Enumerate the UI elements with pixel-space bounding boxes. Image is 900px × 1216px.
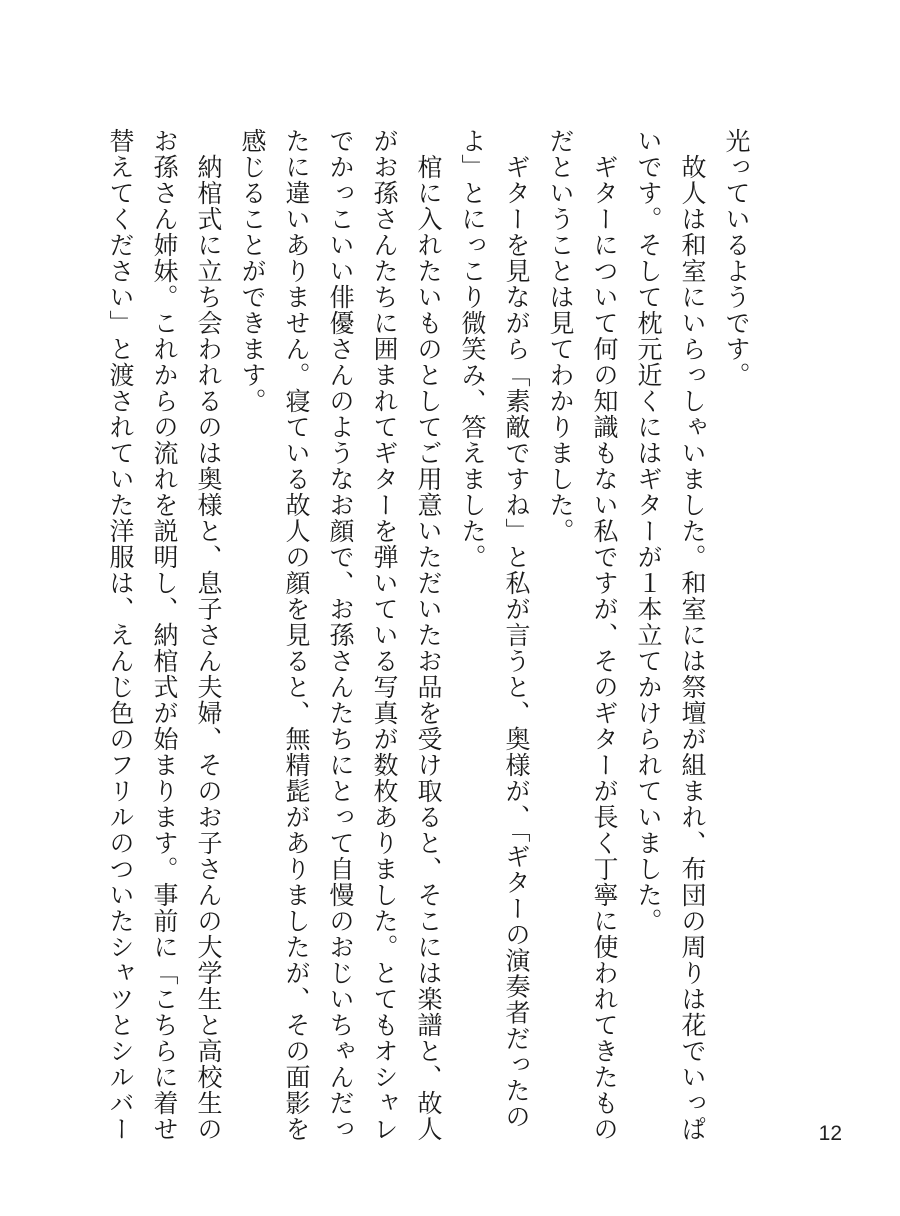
- text-line: 替えてください」と渡されていた洋服は、えんじ色のフリルのついたシャツとシルバー: [106, 128, 135, 1142]
- text-line: よ」とにっこり微笑み、答えました。: [458, 128, 487, 570]
- text-line: ギターについて何の知識もない私ですが、そのギターが長く丁寧に使われてきたもの: [590, 128, 619, 1142]
- text-line: 棺に入れたいものとしてご用意いただいたお品を受け取ると、そこには楽譜と、故人: [414, 128, 443, 1142]
- text-line: 光っているようです。: [722, 128, 751, 388]
- text-line: たに違いありません。寝ている故人の顔を見ると、無精髭がありましたが、その面影を: [282, 128, 311, 1142]
- text-line: いです。そして枕元近くにはギターが１本立てかけられていました。: [634, 128, 663, 934]
- text-line: ギターを見ながら「素敵ですね」と私が言うと、奥様が、「ギターの演奏者だったの: [502, 128, 531, 1130]
- text-line: がお孫さんたちに囲まれてギターを弾いている写真が数枚ありました。とてもオシャレ: [370, 128, 399, 1142]
- text-line: お孫さん姉妹。これからの流れを説明し、納棺式が始まります。事前に「こちらに着せ: [150, 128, 179, 1142]
- text-line: でかっこいい俳優さんのようなお顔で、お孫さんたちにとって自慢のおじいちゃんだっ: [326, 128, 355, 1142]
- vertical-text-body: [98, 128, 758, 1142]
- text-line: だということは見てわかりました。: [546, 128, 575, 544]
- page-number: 12: [818, 1122, 842, 1145]
- text-line: 故人は和室にいらっしゃいました。和室には祭壇が組まれ、布団の周りは花でいっぱ: [678, 128, 707, 1142]
- text-line: 納棺式に立ち会われるのは奥様と、息子さん夫婦、そのお子さんの大学生と高校生の: [194, 128, 223, 1142]
- text-line: 感じることができます。: [238, 128, 267, 414]
